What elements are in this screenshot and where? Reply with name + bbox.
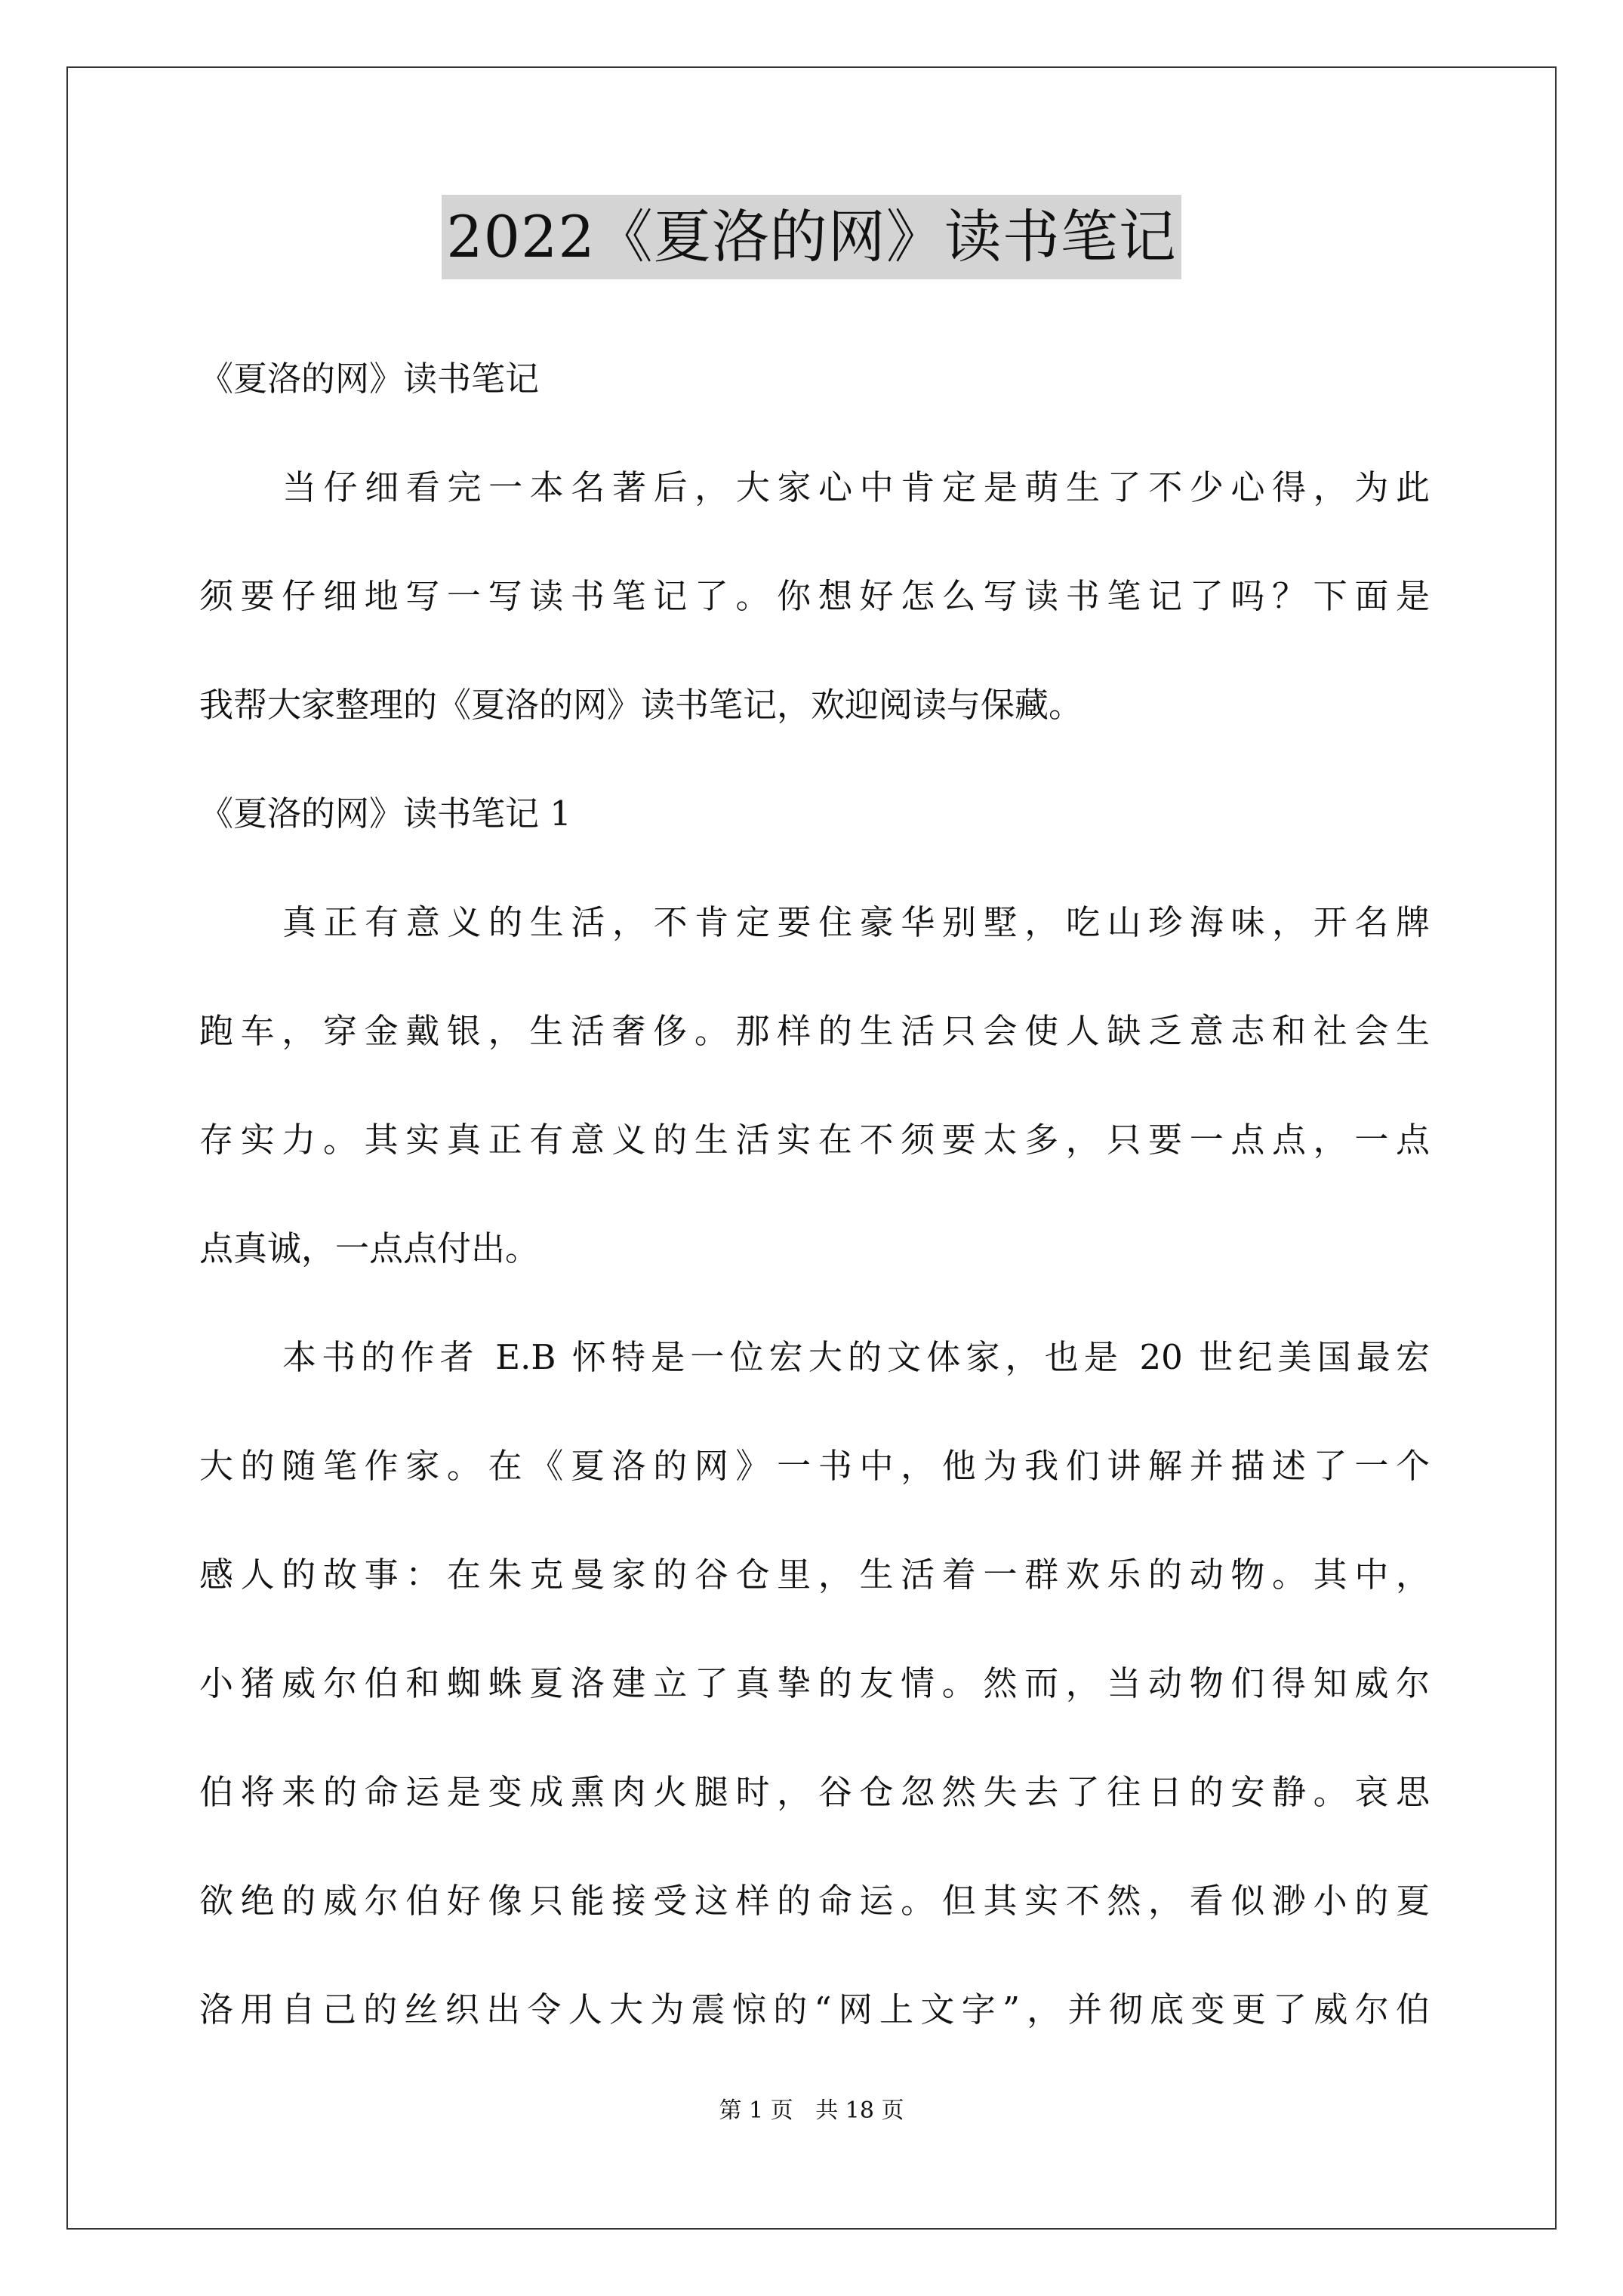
text-line-15: 洛用自己的丝织出令人大为震惊的“网上文字”，并彻底变更了威尔伯 [199,1989,1430,2029]
text-line-6: 跑车，穿金戴银，生活奢侈。那样的生活只会使人缺乏意志和社会生 [199,1011,1430,1051]
text-line-11: 感人的故事：在朱克曼家的谷仓里，生活着一群欢乐的动物。其中， [199,1555,1430,1595]
text-line-7: 存实力。其实真正有意义的生活实在不须要太多，只要一点点，一点 [199,1120,1430,1160]
page-number: 第 1 页 [719,2097,793,2124]
text-line-10: 大的随笔作家。在《夏洛的网》一书中，他为我们讲解并描述了一个 [199,1446,1430,1486]
text-line-0: 《夏洛的网》读书笔记 [199,359,540,399]
page-total: 共 18 页 [815,2097,904,2124]
text-line-13: 伯将来的命运是变成熏肉火腿时，谷仓忽然失去了往日的安静。哀思 [199,1772,1430,1812]
text-line-4: 《夏洛的网》读书笔记 1 [199,794,571,834]
text-line-3: 我帮大家整理的《夏洛的网》读书笔记，欢迎阅读与保藏。 [199,685,1083,725]
text-line-12: 小猪威尔伯和蜘蛛夏洛建立了真挚的友情。然而，当动物们得知威尔 [199,1663,1430,1703]
text-line-5: 真正有意义的生活，不肯定要住豪华别墅，吃山珍海味，开名牌 [282,902,1430,942]
text-line-9: 本书的作者 E.B 怀特是一位宏大的文体家，也是 20 世纪美国最宏 [282,1337,1430,1377]
text-line-1: 当仔细看完一本名著后，大家心中肯定是萌生了不少心得，为此 [282,467,1430,507]
text-line-2: 须要仔细地写一写读书笔记了。你想好怎么写读书笔记了吗？下面是 [199,576,1430,616]
page-footer [0,2096,1623,2126]
document-title: 2022《夏洛的网》读书笔记 [442,195,1181,279]
text-line-14: 欲绝的威尔伯好像只能接受这样的命运。但其实不然，看似渺小的夏 [199,1881,1430,1921]
text-line-8: 点真诚，一点点付出。 [199,1228,540,1268]
title-container [0,195,1623,279]
